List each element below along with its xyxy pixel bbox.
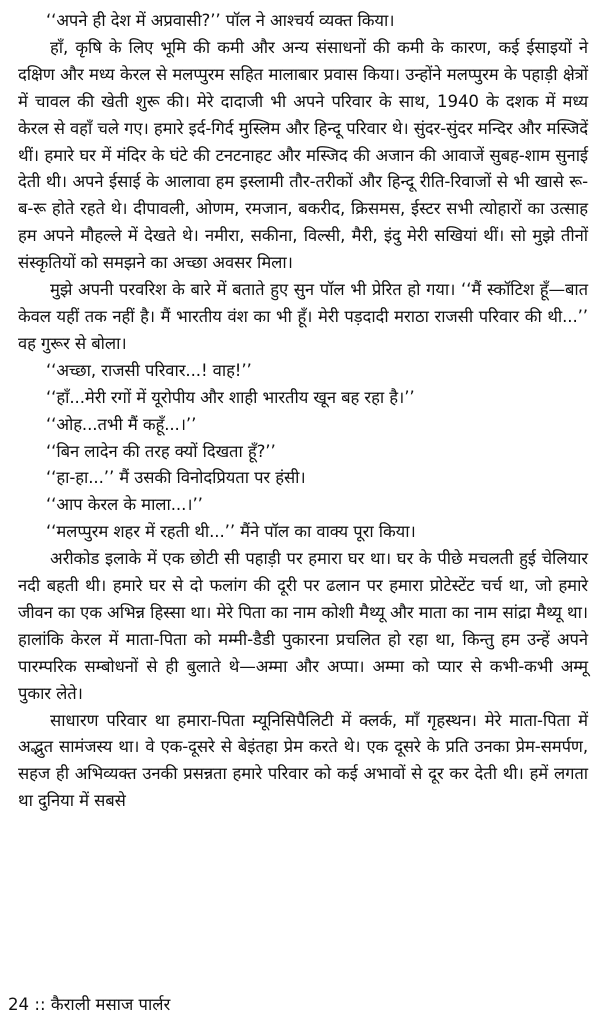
paragraph-home: अरीकोड इलाके में एक छोटी सी पहाड़ी पर हमारा घर था। घर के पीछे मचलती हुई चेलियार नदी बहती थी। हमारे घर से दो फलांग की दूरी पर ढलान पर हमारा प्रोटेस्टेंट चर्च था, जो हमारे जीवन का एक अभिन्न हिस्सा था। मेरे पिता का नाम कोशी मैथ्यू और माता का नाम सांद्रा मैथ्यू था। हालांकि केरल में माता-पिता को मम्मी-डैडी पुकारना प्रचलित हो रहा था, किन्तु हम उन्हें अपने पारम्परिक सम्बोधनों से ही बुलाते थे—अम्मा और अप्पा। अम्मा को प्यार से कभी-कभी अम्मू पुकार लेते। bbox=[18, 549, 588, 703]
paragraph-dialogue-8: ‘‘मलप्पुरम शहर में रहती थी...’’ मैंने पॉल का वाक्य पूरा किया। bbox=[46, 522, 416, 542]
paragraph-dialogue-6: ‘‘हा-हा...’’ मैं उसकी विनोदप्रियता पर हंसी। bbox=[46, 468, 306, 488]
paragraph-dialogue-2: ‘‘अच्छा, राजसी परिवार...! वाह!’’ bbox=[46, 360, 252, 380]
footer-separator: :: bbox=[34, 995, 46, 1014]
page-number: 24 bbox=[8, 995, 30, 1014]
paragraph-paul-heritage: मुझे अपनी परवरिश के बारे में बताते हुए सुन पॉल भी प्रेरित हो गया। ‘‘मैं स्कॉटिश हूँ—बात केवल यहीं तक नहीं है। मैं भारतीय वंश का भी हूँ। मेरी पड़दादी मराठा राजसी परिवार की थी...’’ वह गुरूर से बोला। bbox=[18, 280, 588, 353]
paragraph-dialogue-5: ‘‘बिन लादेन की तरह क्यों दिखता हूँ?’’ bbox=[46, 441, 276, 461]
paragraph-family: साधारण परिवार था हमारा-पिता म्यूनिसिपैलिटी में क्लर्क, माँ गृहस्थन। मेरे माता-पिता में अद्भुत सामंजस्य था। वे एक-दूसरे से बेइंतहा प्रेम करते थे। एक दूसरे के प्रति उनका प्रेम-समर्पण, सहज ही अभिव्यक्त उनकी प्रसन्नता हमारे परिवार को कई अभावों से दूर कर देती थी। हमें लगता था दुनिया में सबसे bbox=[18, 710, 588, 811]
page-footer bbox=[8, 993, 170, 1017]
page-body bbox=[18, 8, 588, 815]
paragraph-dialogue-3: ‘‘हाँ...मेरी रगों में यूरोपीय और शाही भारतीय खून बह रहा है।’’ bbox=[46, 387, 415, 407]
paragraph-migration: हाँ, कृषि के लिए भूमि की कमी और अन्य संसाधनों की कमी के कारण, कई ईसाइयों ने दक्षिण और मध्य केरल से मलप्पुरम सहित मालाबार प्रवास किया। उन्होंने मलप्पुरम के पहाड़ी क्षेत्रों में चावल की खेती शुरू की। मेरे दादाजी भी अपने परिवार के साथ, 1940 के दशक में मध्य केरल से वहाँ चले गए। हमारे इर्द-गिर्द मुस्लिम और हिन्दू परिवार थे। सुंदर-सुंदर मन्दिर और मस्जिदें थीं। हमारे घर में मंदिर के घंटे की टनटनाहट और मस्जिद की अजान की आवाजें सुबह-शाम सुनाई देती थी। अपने ईसाई के आलावा हम इस्लामी तौर-तरीकों और हिन्दू रीति-रिवाजों से भी खासे रू-ब-रू होते रहते थे। दीपावली, ओणम, रमजान, बकरीद, क्रिसमस, ईस्टर सभी त्योहारों का उत्साह हम अपने मौहल्ले में देखते थे। नमीरा, सकीना, विल्सी, मैरी, इंदु मेरी सखियां थीं। सो मुझे तीनों संस्कृतियों को समझने का अच्छा अवसर मिला। bbox=[18, 37, 588, 273]
paragraph-dialogue-4: ‘‘ओह...तभी मैं कहूँ...।’’ bbox=[46, 414, 197, 434]
book-title: कैराली मसाज पार्लर bbox=[50, 995, 171, 1014]
paragraph-dialogue-1: ‘‘अपने ही देश में अप्रवासी?’’ पॉल ने आश्चर्य व्यक्त किया। bbox=[46, 11, 395, 30]
paragraph-dialogue-7: ‘‘आप केरल के माला...।’’ bbox=[46, 495, 203, 515]
